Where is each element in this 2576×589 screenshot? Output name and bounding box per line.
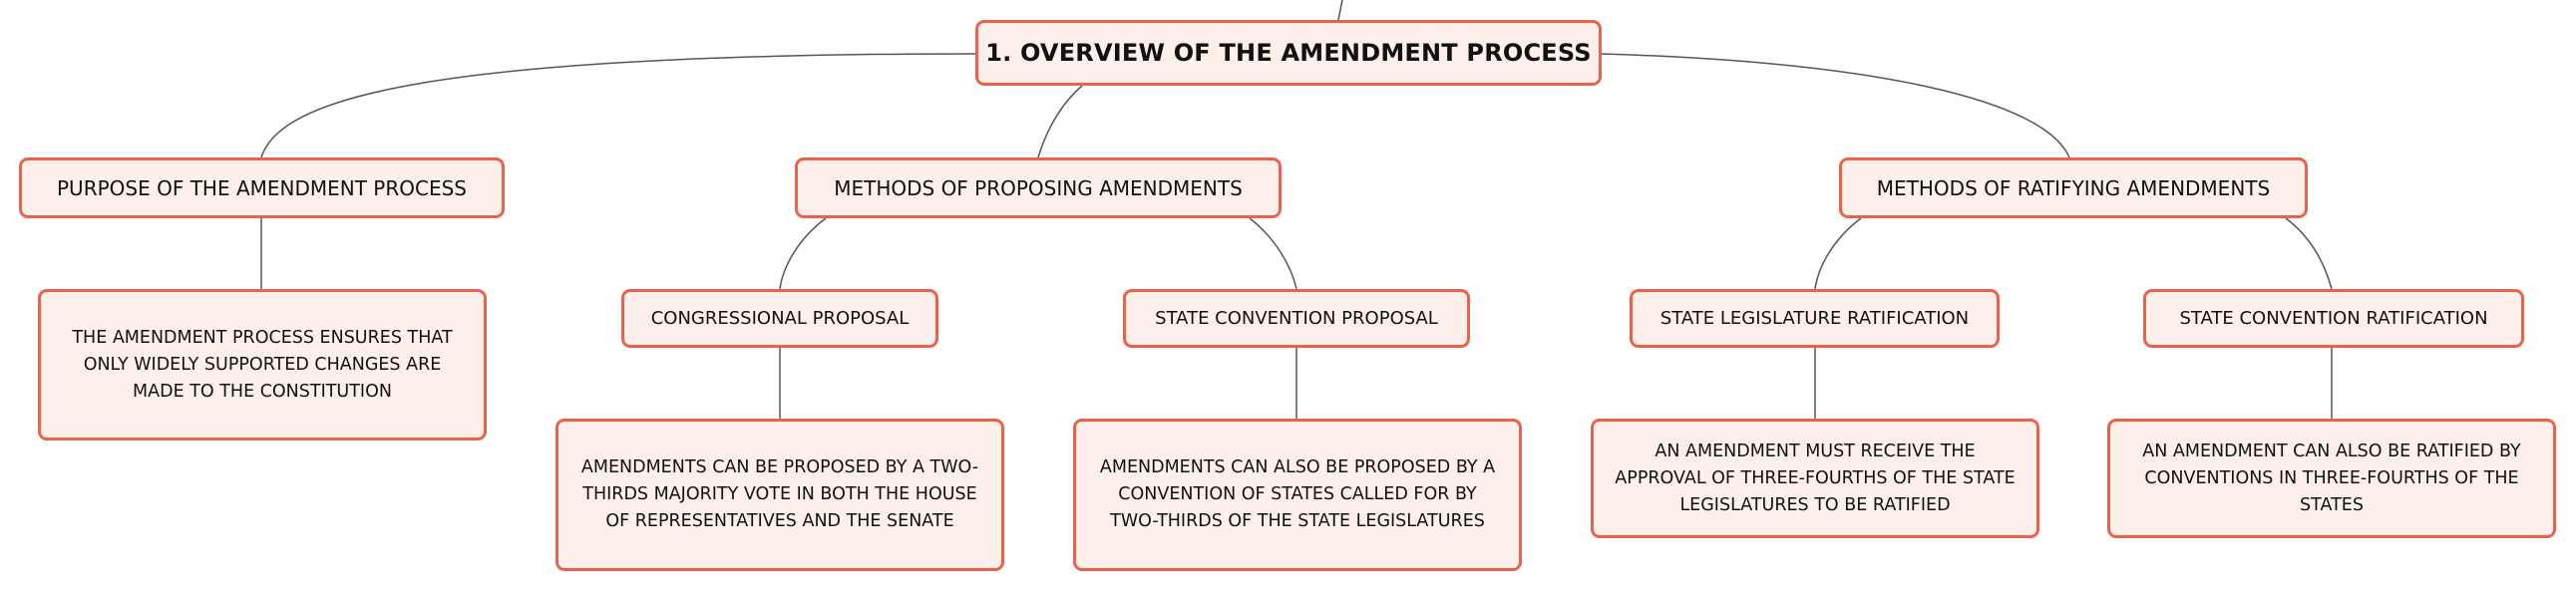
state-convention-ratification-detail-node[interactable] [2107, 419, 2556, 538]
connector-root-to-ratifying [1601, 54, 2069, 157]
state-legislature-ratification-detail-text: AN AMENDMENT MUST RECEIVE THE APPROVAL OF THREE-FOURTHS OF THE STATE LEGISLATURES TO BE RATIFIED [1615, 441, 2016, 515]
connector-proposing-to-stateconv [1250, 218, 1296, 289]
state-convention-ratification-node[interactable] [2143, 289, 2524, 348]
congressional-proposal-node[interactable] [621, 289, 938, 348]
purpose-detail-node[interactable] [38, 289, 487, 441]
connector-ratifying-to-legislature [1815, 218, 1861, 289]
state-convention-proposal-detail-node[interactable] [1073, 419, 1522, 571]
connector-proposing-to-congressional [780, 218, 826, 289]
state-convention-proposal-detail-text: AMENDMENTS CAN ALSO BE PROPOSED BY A CONVENTION OF STATES CALLED FOR BY TWO-THIRDS OF THE STATE LEGISLATURES [1099, 457, 1496, 531]
state-convention-ratification-detail-text: AN AMENDMENT CAN ALSO BE RATIFIED BY CONVENTIONS IN THREE-FOURTHS OF THE STATES [2142, 441, 2521, 515]
ratifying-topic-label: METHODS OF RATIFYING AMENDMENTS [1876, 175, 2271, 200]
state-legislature-ratification-node[interactable] [1630, 289, 2000, 348]
root-topic-node[interactable] [975, 20, 1602, 86]
connector-root-to-proposing [1038, 86, 1082, 157]
congressional-proposal-detail-text: AMENDMENTS CAN BE PROPOSED BY A TWO-THIRDS MAJORITY VOTE IN BOTH THE HOUSE OF REPRESENTATIVES AND THE SENATE [580, 457, 979, 531]
state-legislature-ratification-detail-node[interactable] [1591, 419, 2039, 538]
connector-root-to-purpose [261, 54, 977, 157]
state-convention-ratification-label: STATE CONVENTION RATIFICATION [2179, 308, 2488, 329]
connector-ratifying-to-convention [2286, 218, 2332, 289]
ratifying-topic-node[interactable] [1839, 157, 2308, 218]
state-legislature-ratification-label: STATE LEGISLATURE RATIFICATION [1659, 308, 1970, 329]
purpose-detail-text: THE AMENDMENT PROCESS ENSURES THAT ONLY WIDELY SUPPORTED CHANGES ARE MADE TO THE CONSTITUTION [72, 327, 453, 402]
purpose-topic-node[interactable] [19, 157, 505, 218]
proposing-topic-label: METHODS OF PROPOSING AMENDMENTS [834, 175, 1243, 200]
connector-parent-to-root [1338, 0, 1342, 20]
proposing-topic-node[interactable] [795, 157, 1282, 218]
state-convention-proposal-node[interactable] [1123, 289, 1470, 348]
congressional-proposal-label: CONGRESSIONAL PROPOSAL [650, 308, 910, 329]
root-topic-label: 1. OVERVIEW OF THE AMENDMENT PROCESS [985, 39, 1592, 67]
congressional-proposal-detail-node[interactable] [555, 419, 1004, 571]
purpose-topic-label: PURPOSE OF THE AMENDMENT PROCESS [57, 175, 467, 200]
state-convention-proposal-label: STATE CONVENTION PROPOSAL [1155, 308, 1438, 329]
